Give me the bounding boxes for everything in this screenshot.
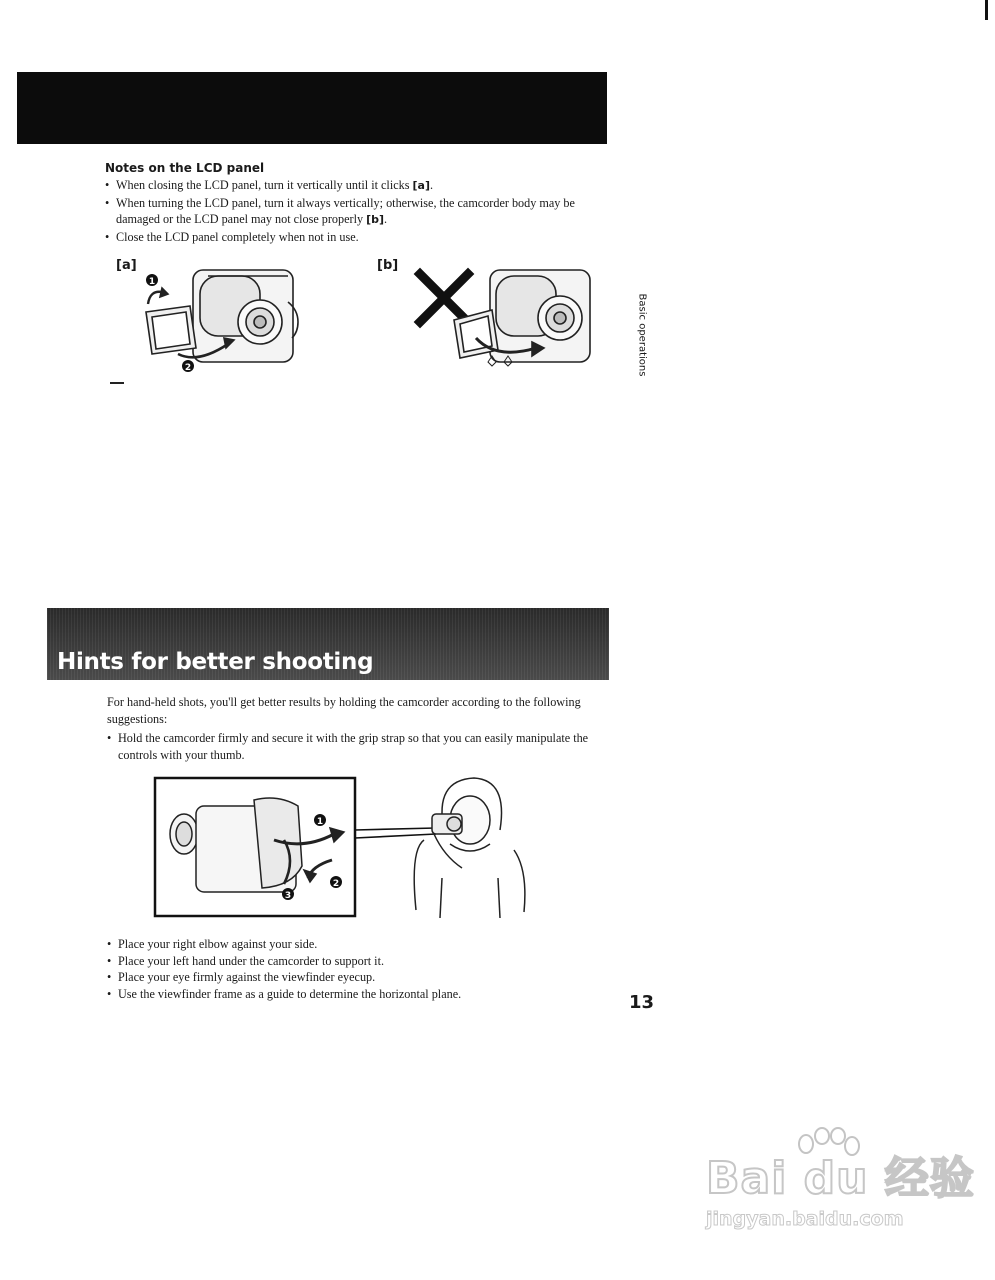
- watermark-logo: Bai du 经验: [706, 1153, 975, 1204]
- wrong-x-icon: [420, 274, 468, 322]
- list-item: • When closing the LCD panel, turn it vertically until it clicks [a].: [105, 177, 610, 195]
- stray-mark: [110, 382, 124, 384]
- step-2-number: 2: [184, 363, 192, 373]
- list-item: • When turning the LCD panel, turn it always vertically; otherwise, the camcorder body may be damaged or the LCD panel may not close properly [b].: [105, 195, 610, 229]
- notes-heading: Notes on the LCD panel: [105, 161, 265, 175]
- page-number: 13: [629, 992, 655, 1013]
- figure-label-b: [b]: [377, 258, 399, 273]
- page-edge-mark: [985, 0, 988, 20]
- tips-list: [107, 936, 607, 1002]
- figure-label-a: [a]: [116, 258, 137, 273]
- hold-step-3: 3: [284, 891, 292, 901]
- notes-list: [105, 177, 610, 245]
- list-item: • Hold the camcorder firmly and secure it with the grip strap so that you can easily manipulate the controls with your thumb.: [107, 730, 607, 763]
- hold-step-2: 2: [332, 879, 340, 889]
- figure-a-illustration: [138, 262, 318, 382]
- section-header-bar: [17, 72, 607, 144]
- side-tab-basic-operations: Basic operations: [636, 293, 648, 377]
- list-item: • Close the LCD panel completely when not in use.: [105, 229, 610, 246]
- person-figure: [414, 778, 525, 918]
- hints-intro: For hand-held shots, you'll get better results by holding the camcorder according to the following suggestions:: [107, 695, 581, 726]
- hints-banner: [47, 608, 609, 680]
- hints-title: Hints for better shooting: [57, 649, 374, 675]
- hold-list: [107, 730, 607, 763]
- list-item: • Place your right elbow against your side.: [107, 936, 607, 953]
- list-item: • Place your eye firmly against the viewfinder eyecup.: [107, 969, 607, 986]
- holding-illustration: [154, 770, 524, 920]
- list-item: • Place your left hand under the camcorder to support it.: [107, 953, 607, 970]
- hold-step-1: 1: [316, 817, 324, 827]
- list-item: • Use the viewfinder frame as a guide to determine the horizontal plane.: [107, 986, 607, 1003]
- watermark-url: jingyan.baidu.com: [706, 1208, 904, 1230]
- figure-b-illustration: [410, 262, 610, 382]
- step-1-number: 1: [148, 277, 156, 287]
